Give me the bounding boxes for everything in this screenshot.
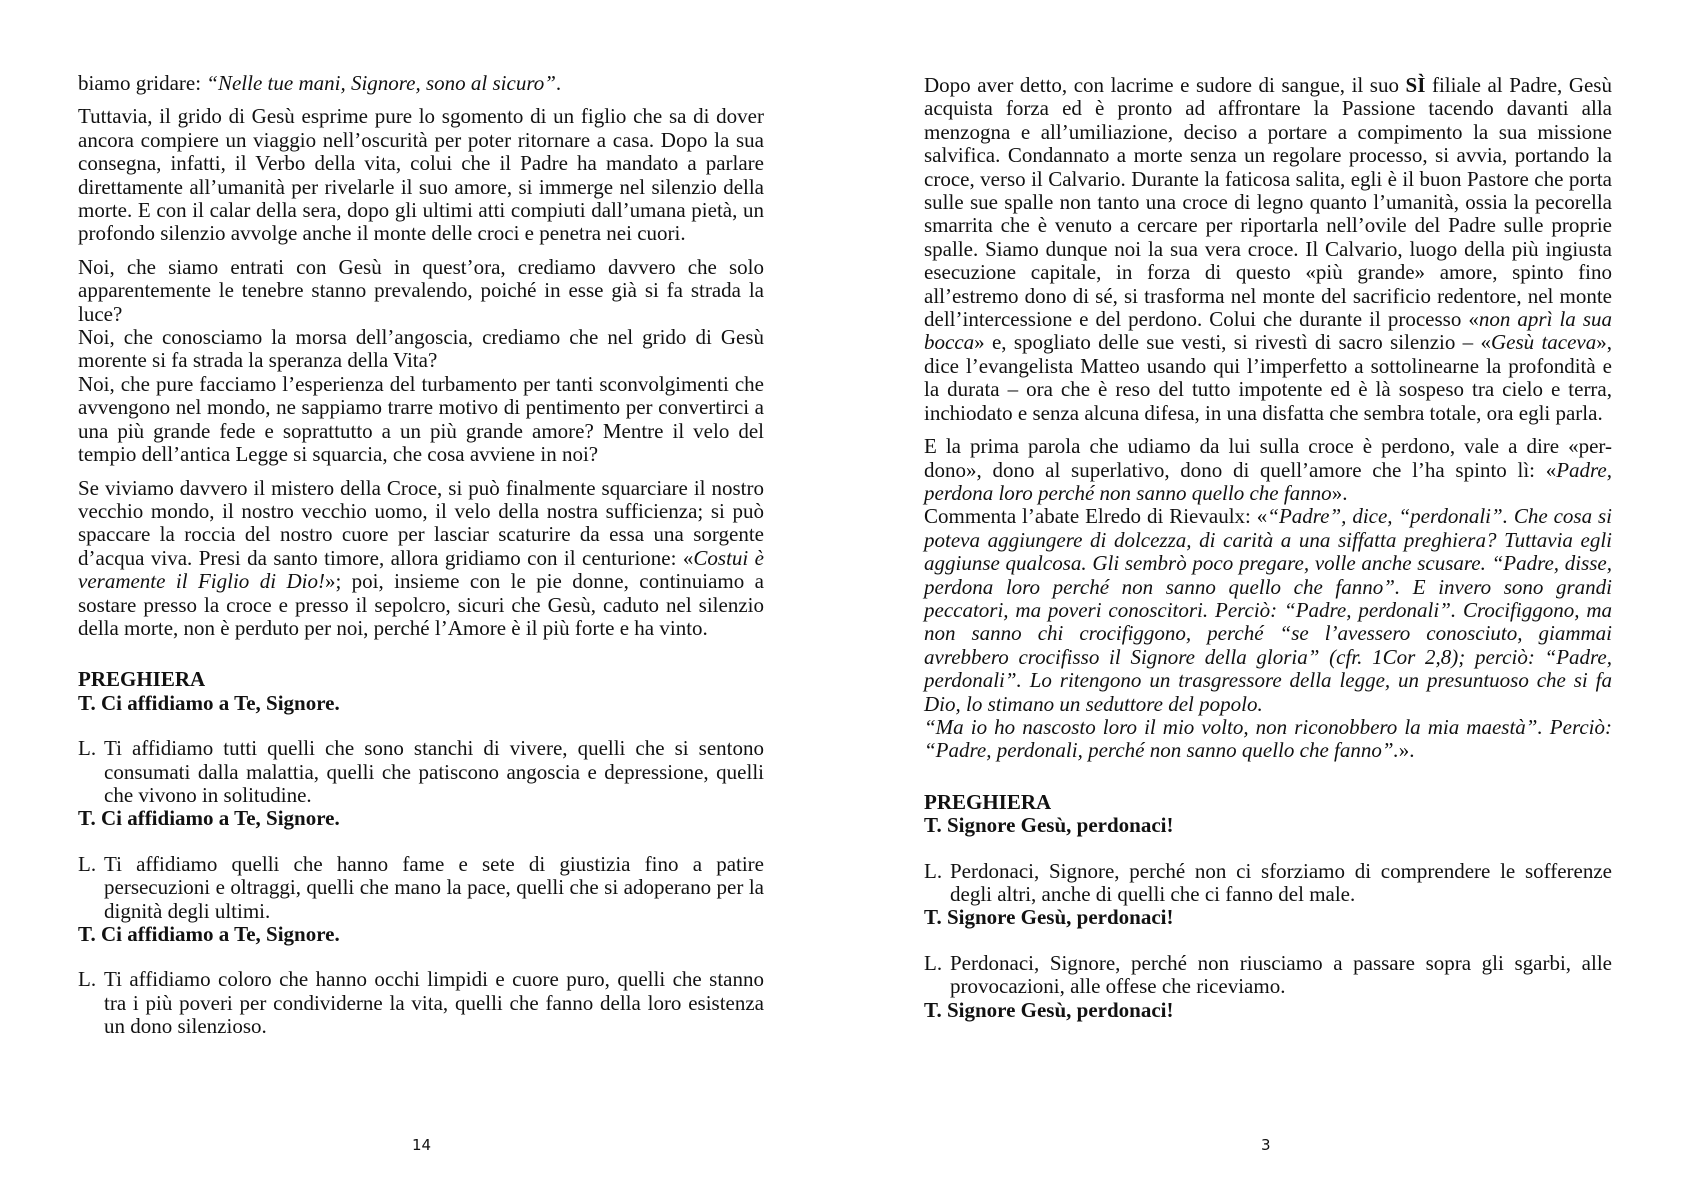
- paragraph-3-line-2: Noi, che conosciamo la morsa dell’angoscia, crediamo che nel grido di Gesù morente si fa strada la speranza della Vita?: [78, 325, 764, 373]
- quote: Costui è veramente il Figlio di Dio!: [78, 545, 764, 594]
- reader-label: L.: [78, 851, 97, 876]
- prayer-response: T. Ci affidiamo a Te, Signore.: [78, 690, 340, 715]
- prayer-response: T. Signore Gesù, perdonaci!: [924, 813, 1174, 838]
- litany-text: Perdonaci, Signore, perché non ci sforziamo di comprendere le sofferenze degli altri, anche di quelli che ci fanno del male.: [950, 858, 1612, 906]
- litany-text: Ti affidiamo tutti quelli che sono stanchi di vivere, quelli che si sentono consumati dalla malattia, quelli che patiscono angoscia e depressione, quelli che vivono in solitudine.: [104, 736, 764, 807]
- paragraph-4: [924, 716, 1612, 763]
- text-run: Commenta l’abate Elredo di Rievaulx: «: [924, 504, 1268, 529]
- litany-item: [78, 968, 764, 1038]
- paragraph-4: [78, 477, 764, 641]
- text-run: », dice l’evangelista Matteo usando qui l’imperfetto a sottolinearne la profondità e la durata – ora che è reso del tutto impotente ed è là sospeso tra cielo e terra, inchiodato e senza alcuna difesa, in una disfatta che sembra totale, ora egli parla.: [924, 330, 1612, 425]
- prayer-response: T. Signore Gesù, perdonaci!: [924, 905, 1174, 930]
- text-run: »; poi, insieme con le pie donne, continuiamo a sostare presso la croce e presso il sepolcro, sicuri che Gesù, caduto nel silenzio della morte, non è perduto per noi, perché l’Amore è il più forte e ha vinto.: [78, 569, 764, 640]
- prayer-response: T. Ci affidiamo a Te, Signore.: [78, 922, 340, 946]
- prayer-response: T. Signore Gesù, perdonaci!: [924, 997, 1174, 1022]
- reader-label: L.: [924, 950, 943, 975]
- paragraph-3-line-1: Noi, che siamo entrati con Gesù in quest’ora, crediamo davvero che solo apparentemente le tenebre stanno prevalendo, poiché in esse già si fa strada la luce?: [78, 254, 764, 326]
- text-run: biamo gridare:: [78, 71, 207, 95]
- paragraph-1: [924, 74, 1612, 425]
- reader-label: L.: [924, 858, 943, 883]
- prayer-heading: PREGHIERA: [78, 667, 206, 692]
- prayer-response: T. Ci affidiamo a Te, Signore.: [78, 806, 340, 831]
- paragraph-2: [924, 435, 1612, 505]
- text-run: filiale al Padre, Gesù acquista forza ed è pronto ad affrontare la Passione tacendo davanti alla menzogna e all’umiliazione, deciso a portare a compimento la sua missione salvifica. Condannato a morte senza un regolare processo, si avvia, portando la croce, verso il Calvario. Durante la faticosa salita, egli è il buon Pastore che porta sulle sue spalle non tanto una croce di legno quanto l’umanità, ossia la pecorella smarrita che è venuto a cercare per riportarla nell’ovile del Padre sulle proprie spalle. Siamo dunque noi la sua vera croce. Il Calvario, luogo della più ingiusta esecuzione capitale, in forza di questo «più grande» amore, spinto fino all’estremo dono di sé, si trasforma nel monte del sacrificio redentore, nel monte dell’intercessione e del perdono. Colui che durante il processo «: [924, 73, 1612, 332]
- paragraph-1: [78, 72, 764, 95]
- quote: “Nelle tue mani, Signore, sono al sicuro”: [206, 71, 556, 95]
- text-run: ».: [1398, 738, 1415, 763]
- right-page: [924, 74, 1612, 1022]
- litany-item: [78, 853, 764, 923]
- text-run: Se viviamo davvero il mistero della Croce, si può finalmente squarciare il nostro vecchio mondo, il nostro vecchio uomo, il velo della nostra sufficienza; si può spaccare la roccia del nostro cuore per lasciar scaturire da essa una sorgente d’acqua viva. Presi da santo timore, allora gridiamo con il centurione: «: [78, 475, 764, 570]
- prayer-heading: PREGHIERA: [924, 789, 1052, 814]
- litany-text: Ti affidiamo quelli che hanno fame e sete di giustizia fino a patire persecuzioni e oltraggi, quelli che mano la pace, quelli che si adoperano per la dignità degli ultimi.: [104, 851, 764, 923]
- text-run: ».: [1331, 480, 1348, 505]
- quote: non aprì la sua bocca: [924, 307, 1613, 355]
- text-run: Dopo aver detto, con lacrime e sudore di sangue, il suo: [924, 73, 1406, 97]
- quote: Gesù taceva: [1490, 330, 1597, 355]
- litany-item: [78, 737, 764, 807]
- litany-text: Ti affidiamo coloro che hanno occhi limpidi e cuore puro, quelli che stanno tra i più poveri per condividerne la vita, quelli che fanno della loro esistenza un dono silenzioso.: [104, 967, 764, 1039]
- quote: Padre, perdona loro perché non sanno quello che fanno: [924, 457, 1612, 505]
- quote: “Padre”, dice, “perdonali”. Che cosa si poteva aggiungere di dolcezza, di carità a una siffatta preghiera? Tuttavia egli aggiunse qualcosa. Gli sembrò poco pregare, volle anche scusare. “Padre, disse, perdona loro perché non sanno quello che fanno”. E invero sono grandi peccatori, ma poveri conoscitori. Perciò: “Padre, perdonali”. Crocifiggono, ma non sanno chi crocifiggono, perché “se l’avessero conosciuto, giammai avrebbero crocifisso il Signore della gloria” (cfr. 1Cor 2,8); perciò: “Padre, perdonali”. Lo ritengono un trasgressore della legge, un presuntuoso che si fa Dio, lo stimano un seduttore del popolo.: [924, 504, 1612, 716]
- paragraph-3: [924, 505, 1612, 716]
- paragraph-3-line-3: Noi, che pure facciamo l’esperienza del turbamento per tanti sconvolgimenti che avvengono nel mondo, ne sappiamo trarre motivo di pentimento per convertirci a una più grande fede e soprattutto a un più grande amore? Mentre il velo del tempio dell’antica Legge si squarcia, che cosa avviene in noi?: [78, 371, 764, 467]
- litany-item: [924, 952, 1612, 999]
- left-page: [78, 72, 764, 1039]
- reader-label: L.: [78, 967, 97, 992]
- emphasis: SÌ: [1405, 73, 1426, 97]
- litany-text: Perdonaci, Signore, perché non riusciamo a passare sopra gli sgarbi, alle provocazioni, alle offese che riceviamo.: [950, 950, 1612, 999]
- paragraph-2: Tuttavia, il grido di Gesù esprime pure lo sgomento di un figlio che sa di dover ancora compiere un viaggio nell’oscurità per poter ritornare a casa. Dopo la sua consegna, infatti, il Verbo della vita, colui che il Padre ha mandato a parlare direttamente all’umanità per rivelarle il suo amore, si immerge nel silenzio della morte. E con il calar della sera, dopo gli ultimi atti compiuti dall’umana pietà, un profondo silenzio avvolge anche il monte delle croci e penetra nei cuori.: [78, 104, 764, 246]
- litany-item: [924, 860, 1612, 907]
- text-run: E la prima parola che udiamo da lui sulla croce è perdono, vale a dire «per-dono», dono al superlativo, dono di quell’amore che l’ha spinto lì: «: [924, 434, 1612, 482]
- text-run: .: [555, 71, 562, 95]
- page-number: 3: [1261, 1136, 1271, 1154]
- quote: “Ma io ho nascosto loro il mio volto, non riconobbero la mia maestà”. Perciò: “Padre, perdonali, perché non sanno quello che fanno”.: [924, 714, 1612, 763]
- page-number: 14: [412, 1136, 432, 1154]
- reader-label: L.: [78, 736, 97, 761]
- text-run: » e, spogliato delle sue vesti, si rivestì di sacro silenzio – «: [974, 330, 1491, 355]
